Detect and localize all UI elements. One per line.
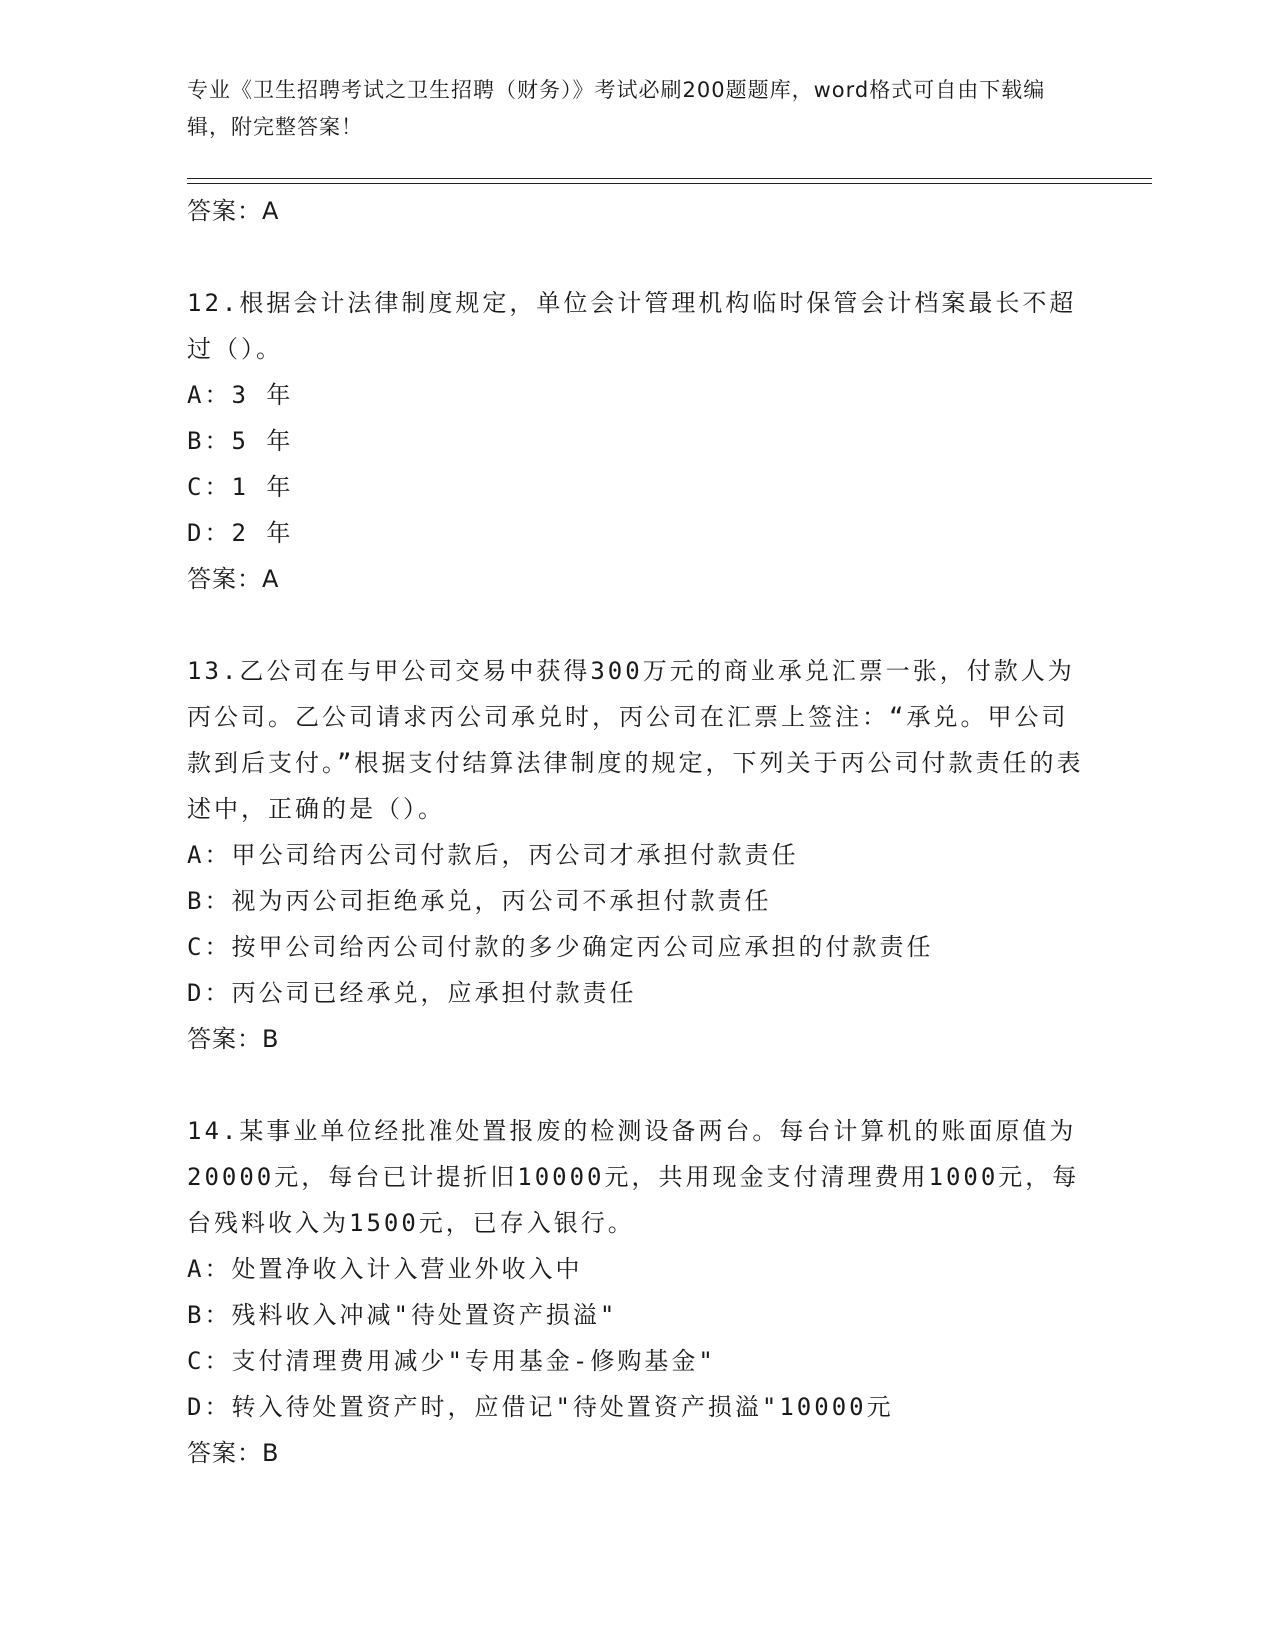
- answer-line: 答案：A: [187, 197, 280, 225]
- question-13: [187, 648, 1087, 1062]
- page-header: 专业《卫生招聘考试之卫生招聘（财务）》考试必刷200题题库，word格式可自由下载编辑，附完整答案！: [187, 78, 1046, 139]
- header-rule-top: [187, 178, 1152, 179]
- answer-line: 答案：B: [187, 1025, 280, 1053]
- option-d: D：转入待处置资产时，应借记"待处置资产损溢"10000元: [187, 1393, 894, 1421]
- option-d: D：2 年: [187, 519, 294, 547]
- option-b: B：5 年: [187, 427, 294, 455]
- question-14: [187, 1108, 1087, 1476]
- document-body: [187, 188, 1087, 1476]
- option-d: D：丙公司已经承兑，应承担付款责任: [187, 979, 637, 1007]
- option-b: B：视为丙公司拒绝承兑，丙公司不承担付款责任: [187, 887, 772, 915]
- option-c: C：按甲公司给丙公司付款的多少确定丙公司应承担的付款责任: [187, 933, 934, 961]
- option-a: A：处置净收入计入营业外收入中: [187, 1255, 583, 1283]
- question-stem: 12.根据会计法律制度规定，单位会计管理机构临时保管会计档案最长不超过（）。: [187, 289, 1077, 363]
- question-12: [187, 280, 1087, 602]
- option-b: B：残料收入冲减"待处置资产损溢": [187, 1301, 618, 1329]
- option-a: A：3 年: [187, 381, 294, 409]
- question-stem: 14.某事业单位经批准处置报废的检测设备两台。每台计算机的账面原值为20000元，每台已计提折旧10000元，共用现金支付清理费用1000元，每台残料收入为1500元，已存入银行。: [187, 1117, 1080, 1237]
- option-c: C：1 年: [187, 473, 294, 501]
- question-stem: 13.乙公司在与甲公司交易中获得300万元的商业承兑汇票一张，付款人为丙公司。乙公司请求丙公司承兑时，丙公司在汇票上签注：“承兑。甲公司款到后支付。”根据支付结算法律制度的规定，下列关于丙公司付款责任的表述中，正确的是（）。: [187, 657, 1084, 823]
- option-c: C：支付清理费用减少"专用基金-修购基金": [187, 1347, 716, 1375]
- answer-line: 答案：B: [187, 1439, 280, 1467]
- header-rule-bottom: [187, 183, 1152, 184]
- answer-line: 答案：A: [187, 565, 280, 593]
- option-a: A：甲公司给丙公司付款后，丙公司才承担付款责任: [187, 841, 799, 869]
